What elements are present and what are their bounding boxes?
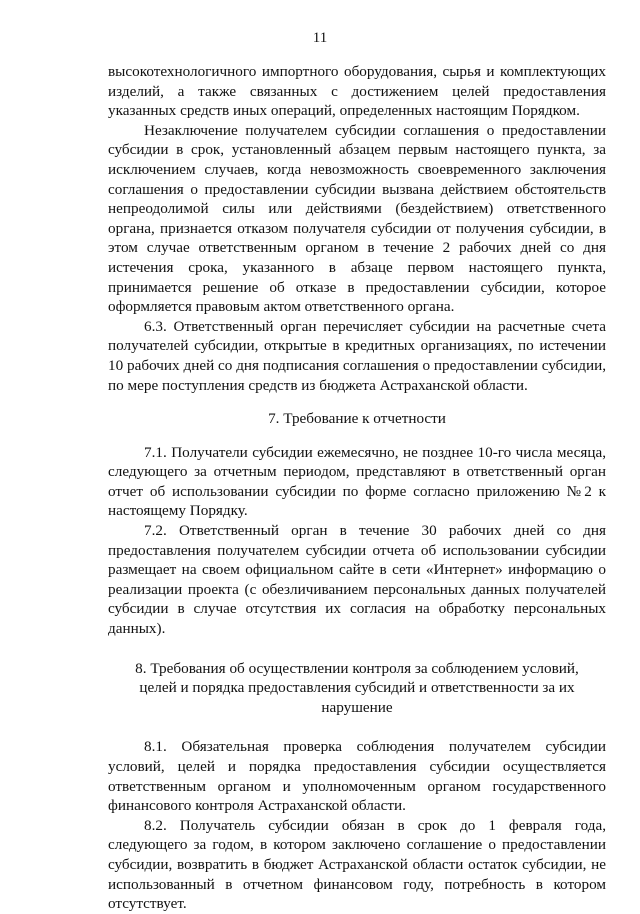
- paragraph-7-2: 7.2. Ответственный орган в течение 30 рабочих дней со дня предоставления получателем субсидии отчета об использовании субсидии размещает на своем официальном сайте в сети «Интернет» информацию о реализации проекта (с обезличиванием персональных данных получателей субсидии в случае отсутствия их согласия на обработку персональных данных).: [108, 522, 606, 638]
- section-8-heading-line-3: нарушение: [321, 698, 393, 716]
- section-8-heading-line-2: целей и порядка предоставления субсидий и ответственности за их: [139, 679, 575, 697]
- document-body: [108, 62, 606, 914]
- section-8-heading: [108, 659, 606, 718]
- section-7-heading: 7. Требование к отчетности: [268, 410, 446, 428]
- paragraph-8-2: 8.2. Получатель субсидии обязан в срок до 1 февраля года, следующего за годом, в котором заключено соглашение о предоставлении субсидии, возвратить в бюджет Астраханской области остаток субсидии, не использованный в отчетном финансовом году, потребность в котором отсутствует.: [108, 816, 606, 913]
- paragraph-8-1: 8.1. Обязательная проверка соблюдения получателем субсидии условий, целей и порядка предоставления субсидии осуществляется ответственным органом и уполномоченным органом государственного финансового контроля Астраханской области.: [108, 738, 606, 815]
- paragraph-non-conclusion: Незаключение получателем субсидии соглашения о предоставлении субсидии в срок, установленный абзацем первым настоящего пункта, за исключением случаев, когда невозможность своевременного заключения соглашения о предоставлении субсидии вызвана действием обстоятельств непреодолимой силы или действиями (бездействием) ответственного органа, признается отказом получателя субсидии от получения субсидии, в этом случае ответственным органом в течение 2 рабочих дней со дня истечения срока, указанного в абзаце первом настоящего пункта, принимается решение об отказе в предоставлении субсидии, которое оформляется правовым актом ответственного органа.: [108, 121, 606, 316]
- paragraph-continuation: высокотехнологичного импортного оборудования, сырья и комплектующих изделий, а также связанных с достижением целей предоставления указанных средств иных операций, определенных настоящим Порядком.: [108, 63, 606, 120]
- paragraph-6-3: 6.3. Ответственный орган перечисляет субсидии на расчетные счета получателей субсидии, открытые в кредитных организациях, по истечении 10 рабочих дней со дня подписания соглашения о предоставлении субсидии, по мере поступления средств из бюджета Астраханской области.: [108, 317, 606, 394]
- section-8-heading-line-1: 8. Требования об осуществлении контроля за соблюдением условий,: [135, 659, 579, 677]
- page-number: 11: [312, 30, 328, 46]
- paragraph-7-1: 7.1. Получатели субсидии ежемесячно, не позднее 10-го числа месяца, следующего за отчетным периодом, представляют в ответственный орган отчет об использовании субсидии по форме согласно приложению №2 к настоящему Порядку.: [108, 443, 606, 520]
